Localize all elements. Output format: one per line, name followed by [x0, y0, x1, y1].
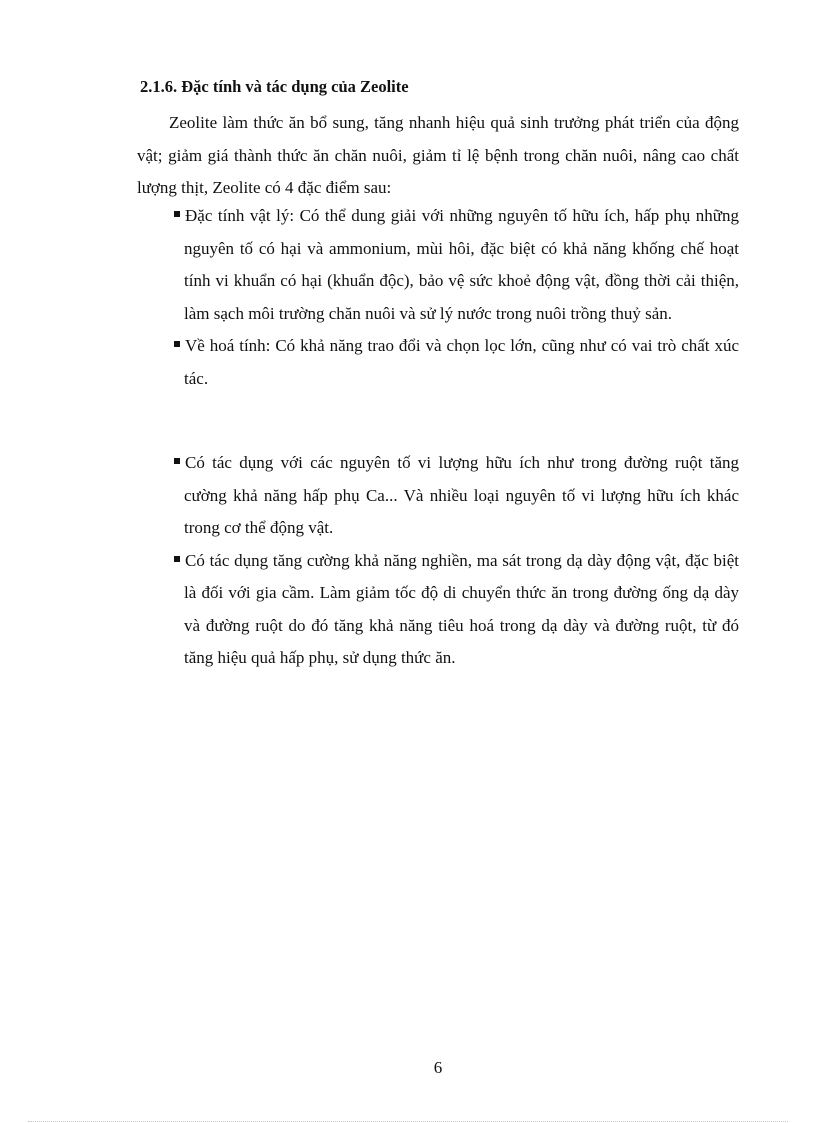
bullet-chemical-properties — [137, 330, 739, 395]
section-heading: 2.1.6. Đặc tính và tác dụng của Zeolite — [140, 77, 409, 96]
bullet-text: Đặc tính vật lý: Có thể dung giải với những nguyên tố hữu ích, hấp phụ những nguyên tố có hại và ammonium, mùi hôi, đặc biệt có khả năng khống chế hoạt tính vi khuẩn có hại (khuẩn độc), bảo vệ sức khoẻ động vật, đồng thời cải thiện, làm sạch môi trường chăn nuôi và sử lý nước trong nuôi trồng thuỷ sản. — [184, 206, 739, 323]
square-bullet-icon — [174, 211, 180, 217]
page-bottom-divider — [28, 1121, 788, 1122]
intro-paragraph: Zeolite làm thức ăn bổ sung, tăng nhanh hiệu quả sinh trưởng phát triển của động vật; giảm giá thành thức ăn chăn nuôi, giảm tỉ lệ bệnh trong chăn nuôi, nâng cao chất lượng thịt, Zeolite có 4 đặc điểm sau: — [137, 113, 739, 197]
bullet-list-group-1 — [137, 200, 739, 395]
bullet-text: Có tác dụng với các nguyên tố vi lượng hữu ích như trong đường ruột tăng cường khả năng hấp phụ Ca... Và nhiều loại nguyên tố vi lượng hữu ích khác trong cơ thể động vật. — [184, 453, 739, 537]
page-number: 6 — [433, 1058, 443, 1077]
bullet-text: Có tác dụng tăng cường khả năng nghiền, ma sát trong dạ dày động vật, đặc biệt là đối với gia cầm. Làm giảm tốc độ di chuyển thức ăn trong đường ống dạ dày và đường ruột do đó tăng khả năng tiêu hoá trong dạ dày và đường ruột, từ đó tăng hiệu quả hấp phụ, sử dụng thức ăn. — [184, 550, 739, 667]
bullet-digestion — [137, 545, 739, 675]
bullet-trace-elements — [137, 447, 739, 545]
bullet-physical-properties — [137, 200, 739, 330]
bullet-list-group-2 — [137, 447, 739, 675]
square-bullet-icon — [174, 458, 180, 464]
bullet-text: Về hoá tính: Có khả năng trao đổi và chọn lọc lớn, cũng như có vai trò chất xúc tác. — [184, 336, 739, 388]
square-bullet-icon — [174, 341, 180, 347]
square-bullet-icon — [174, 556, 180, 562]
